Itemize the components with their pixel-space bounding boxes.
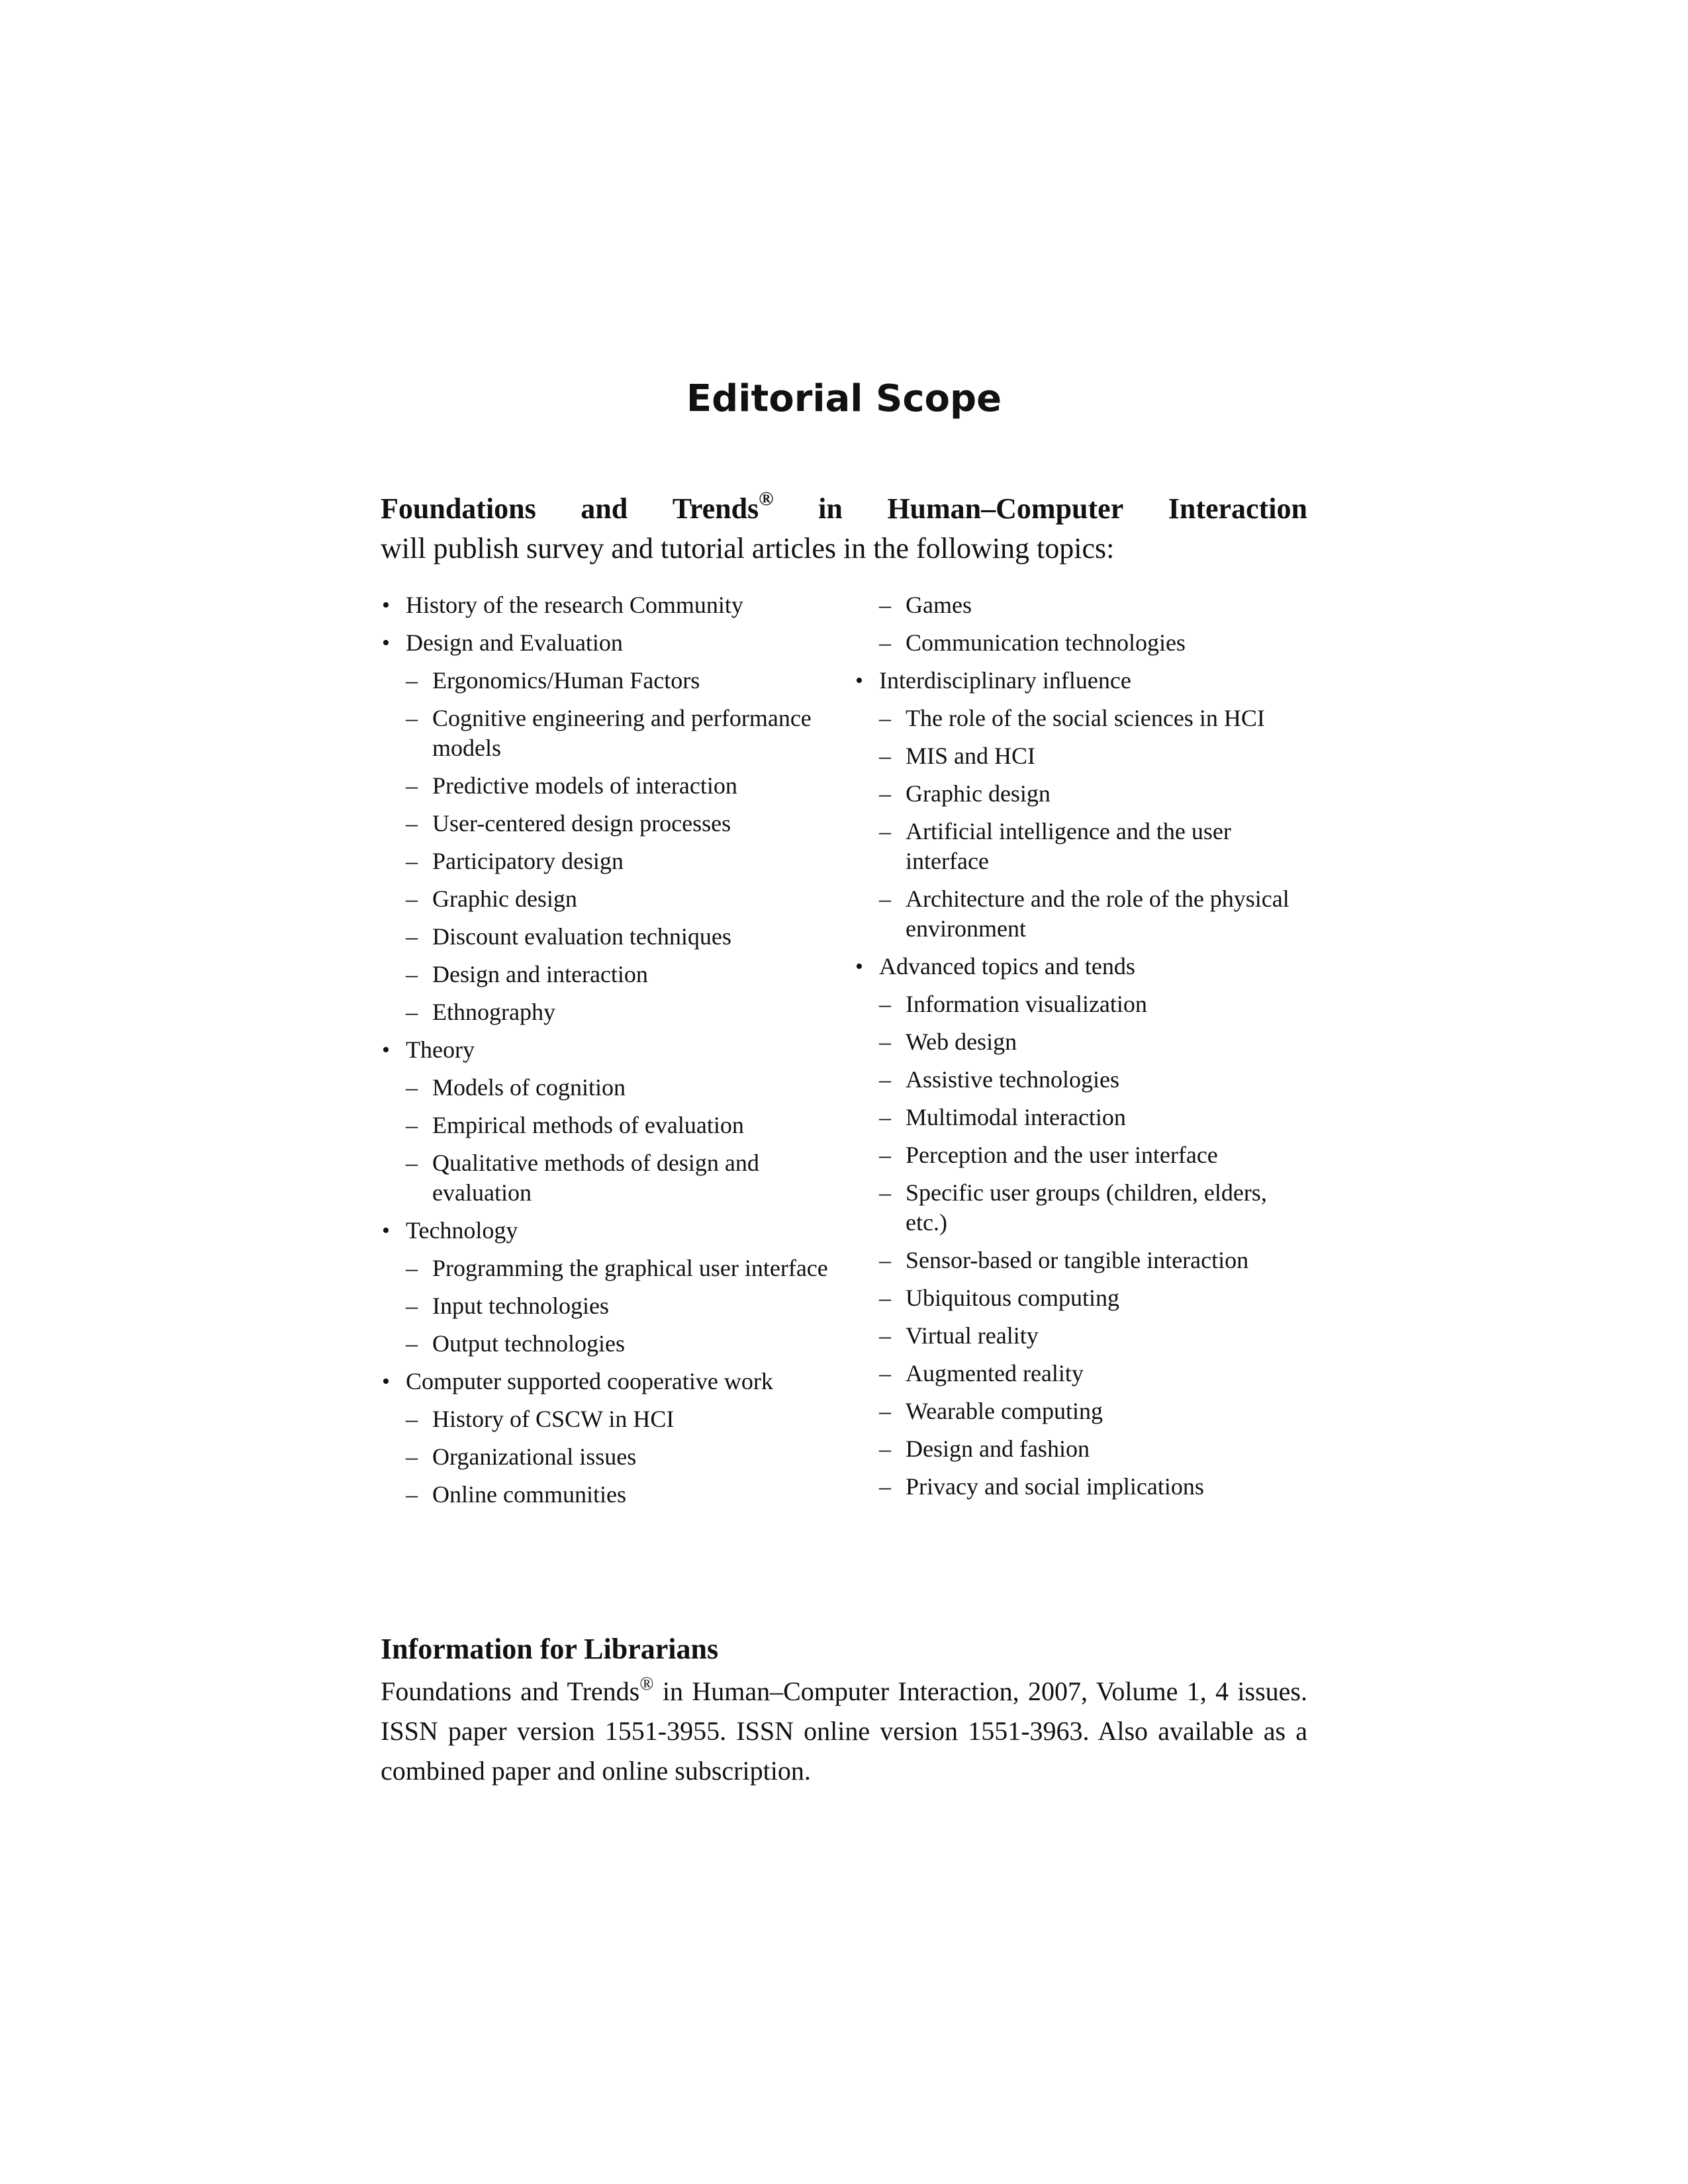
- subtopic-label: Ergonomics/Human Factors: [432, 667, 700, 694]
- subtopic-label: Online communities: [432, 1481, 626, 1508]
- dash-icon: –: [406, 1406, 418, 1432]
- subtopic-item: [381, 1329, 831, 1359]
- subtopic-item: [854, 1396, 1307, 1426]
- dash-icon: –: [406, 1150, 418, 1176]
- series-title: [381, 490, 1307, 528]
- subtopic-label: Participatory design: [432, 848, 624, 874]
- dash-icon: –: [406, 1330, 418, 1357]
- subtopic-label: Organizational issues: [432, 1443, 637, 1470]
- dash-icon: –: [879, 1285, 891, 1311]
- subtopic-item: [854, 741, 1307, 771]
- subtopic-item: [381, 1148, 831, 1208]
- topic-label: Advanced topics and tends: [879, 953, 1135, 979]
- subtopic-label: Information visualization: [906, 991, 1147, 1017]
- subtopic-label: Perception and the user interface: [906, 1142, 1218, 1168]
- subtopic-label: Games: [906, 592, 972, 618]
- subtopic-label: Ethnography: [432, 999, 555, 1025]
- subtopic-label: Assistive technologies: [906, 1066, 1119, 1093]
- subtopic-item: [381, 704, 831, 763]
- subtopic-label: Models of cognition: [432, 1074, 626, 1101]
- dash-icon: –: [879, 1473, 891, 1500]
- dash-icon: –: [879, 629, 891, 656]
- dash-icon: –: [879, 705, 891, 731]
- dash-icon: –: [879, 1247, 891, 1273]
- topic-label: Theory: [406, 1036, 475, 1063]
- bullet-icon: •: [382, 593, 390, 617]
- topic-item: [381, 590, 831, 620]
- dash-icon: –: [879, 1142, 891, 1168]
- subtopic-item: [854, 1178, 1307, 1238]
- subtopic-label: Graphic design: [432, 886, 577, 912]
- subtopic-item: [854, 1321, 1307, 1351]
- dash-icon: –: [879, 1398, 891, 1424]
- series-word: Human–Computer: [887, 492, 1124, 525]
- dash-icon: –: [879, 592, 891, 618]
- topic-item: [381, 1035, 831, 1065]
- subtopic-label: Output technologies: [432, 1330, 625, 1357]
- series-word: Foundations: [381, 492, 536, 525]
- intro-text: will publish survey and tutorial articles in the following topics:: [381, 532, 1115, 565]
- bullet-icon: •: [382, 1038, 390, 1062]
- subtopic-label: Communication technologies: [906, 629, 1186, 656]
- subtopic-item: [381, 1111, 831, 1140]
- intro: [381, 490, 1307, 569]
- dash-icon: –: [879, 743, 891, 769]
- series-word: and: [581, 492, 628, 525]
- bullet-icon: •: [382, 631, 390, 655]
- dash-icon: –: [406, 848, 418, 874]
- topic-item: [381, 628, 831, 658]
- page-title: Editorial Scope: [686, 377, 1002, 420]
- subtopic-label: Qualitative methods of design and evaluation: [432, 1150, 759, 1206]
- dash-icon: –: [879, 886, 891, 912]
- subtopic-item: [854, 1065, 1307, 1095]
- subtopic-item: [854, 1434, 1307, 1464]
- dash-icon: –: [879, 991, 891, 1017]
- dash-icon: –: [406, 1481, 418, 1508]
- dash-icon: –: [879, 1104, 891, 1130]
- topic-item: [381, 1216, 831, 1246]
- dash-icon: –: [406, 1293, 418, 1319]
- registered-mark: ®: [639, 1673, 654, 1694]
- subtopic-label: Discount evaluation techniques: [432, 923, 731, 950]
- topic-label: Design and Evaluation: [406, 629, 623, 656]
- subtopic-item: [854, 989, 1307, 1019]
- subtopic-label: Artificial intelligence and the user interface: [906, 818, 1231, 874]
- dash-icon: –: [406, 923, 418, 950]
- subtopic-label: Web design: [906, 1028, 1017, 1055]
- subtopic-item: [854, 590, 1307, 620]
- subtopic-label: User-centered design processes: [432, 810, 731, 837]
- topic-column-right: [854, 590, 1307, 1510]
- dash-icon: –: [406, 667, 418, 694]
- topic-label: Computer supported cooperative work: [406, 1368, 773, 1394]
- dash-icon: –: [879, 1360, 891, 1387]
- dash-icon: –: [406, 810, 418, 837]
- dash-icon: –: [406, 705, 418, 731]
- dash-icon: –: [406, 1443, 418, 1470]
- subtopic-label: Architecture and the role of the physical environment: [906, 886, 1289, 942]
- dash-icon: –: [879, 1066, 891, 1093]
- subtopic-item: [381, 846, 831, 876]
- subtopic-label: Predictive models of interaction: [432, 772, 737, 799]
- subtopic-label: Augmented reality: [906, 1360, 1084, 1387]
- subtopic-item: [854, 1027, 1307, 1057]
- dash-icon: –: [406, 886, 418, 912]
- registered-mark: ®: [759, 488, 774, 510]
- dash-icon: –: [406, 1255, 418, 1281]
- subtopic-item: [381, 960, 831, 989]
- subtopic-label: Programming the graphical user interface: [432, 1255, 828, 1281]
- subtopic-label: Cognitive engineering and performance models: [432, 705, 812, 761]
- subtopic-label: Wearable computing: [906, 1398, 1103, 1424]
- topic-item: [854, 952, 1307, 981]
- subtopic-label: Specific user groups (children, elders, etc.): [906, 1179, 1267, 1236]
- librarians-section: [381, 1629, 1307, 1791]
- subtopic-label: History of CSCW in HCI: [432, 1406, 675, 1432]
- subtopic-item: [381, 997, 831, 1027]
- librarians-heading: Information for Librarians: [381, 1633, 719, 1665]
- subtopic-item: [381, 1291, 831, 1321]
- subtopic-item: [381, 884, 831, 914]
- dash-icon: –: [879, 1028, 891, 1055]
- subtopic-item: [854, 1246, 1307, 1275]
- subtopic-label: Privacy and social implications: [906, 1473, 1204, 1500]
- subtopic-item: [381, 771, 831, 801]
- librarians-text: Foundations and Trends® in Human–Computer Interaction, 2007, Volume 1, 4 issues. ISSN paper version 1551-3955. ISSN online version 1551-3963. Also available as a combined paper and online subscription.: [381, 1673, 1307, 1786]
- subtopic-item: [854, 1140, 1307, 1170]
- series-word-trends: Trends®: [672, 488, 774, 525]
- dash-icon: –: [406, 772, 418, 799]
- page: [381, 0, 1307, 2184]
- subtopic-item: [854, 1359, 1307, 1388]
- subtopic-item: [381, 1253, 831, 1283]
- topic-item: [381, 1367, 831, 1396]
- subtopic-label: Ubiquitous computing: [906, 1285, 1119, 1311]
- subtopic-item: [381, 666, 831, 696]
- subtopic-label: MIS and HCI: [906, 743, 1035, 769]
- subtopic-item: [381, 1480, 831, 1510]
- subtopic-item: [381, 1442, 831, 1472]
- subtopic-item: [854, 628, 1307, 658]
- dash-icon: –: [879, 1435, 891, 1462]
- subtopic-item: [854, 817, 1307, 876]
- bullet-icon: •: [382, 1218, 390, 1243]
- topic-item: [854, 666, 1307, 696]
- dash-icon: –: [406, 999, 418, 1025]
- topic-label: History of the research Community: [406, 592, 743, 618]
- subtopic-label: Empirical methods of evaluation: [432, 1112, 744, 1138]
- dash-icon: –: [879, 780, 891, 807]
- subtopic-item: [854, 1472, 1307, 1502]
- dash-icon: –: [879, 1179, 891, 1206]
- subtopic-item: [854, 704, 1307, 733]
- dash-icon: –: [406, 1074, 418, 1101]
- bullet-icon: •: [382, 1369, 390, 1394]
- subtopic-item: [854, 1103, 1307, 1132]
- subtopic-item: [854, 884, 1307, 944]
- subtopic-label: Sensor-based or tangible interaction: [906, 1247, 1249, 1273]
- series-word: Interaction: [1168, 492, 1307, 525]
- subtopic-item: [381, 922, 831, 952]
- dash-icon: –: [406, 1112, 418, 1138]
- subtopic-item: [854, 1283, 1307, 1313]
- series-word: in: [818, 492, 843, 525]
- topic-label: Technology: [406, 1217, 518, 1244]
- subtopic-label: Graphic design: [906, 780, 1051, 807]
- subtopic-item: [381, 1404, 831, 1434]
- dash-icon: –: [406, 961, 418, 987]
- subtopic-label: Multimodal interaction: [906, 1104, 1126, 1130]
- subtopic-item: [854, 779, 1307, 809]
- subtopic-label: Design and interaction: [432, 961, 648, 987]
- bullet-icon: •: [855, 668, 863, 693]
- subtopic-label: Virtual reality: [906, 1322, 1039, 1349]
- subtopic-item: [381, 809, 831, 839]
- subtopic-label: The role of the social sciences in HCI: [906, 705, 1265, 731]
- subtopic-label: Input technologies: [432, 1293, 609, 1319]
- topic-column-left: [381, 590, 831, 1518]
- dash-icon: –: [879, 818, 891, 844]
- dash-icon: –: [879, 1322, 891, 1349]
- bullet-icon: •: [855, 954, 863, 979]
- subtopic-label: Design and fashion: [906, 1435, 1090, 1462]
- subtopic-item: [381, 1073, 831, 1103]
- topic-label: Interdisciplinary influence: [879, 667, 1131, 694]
